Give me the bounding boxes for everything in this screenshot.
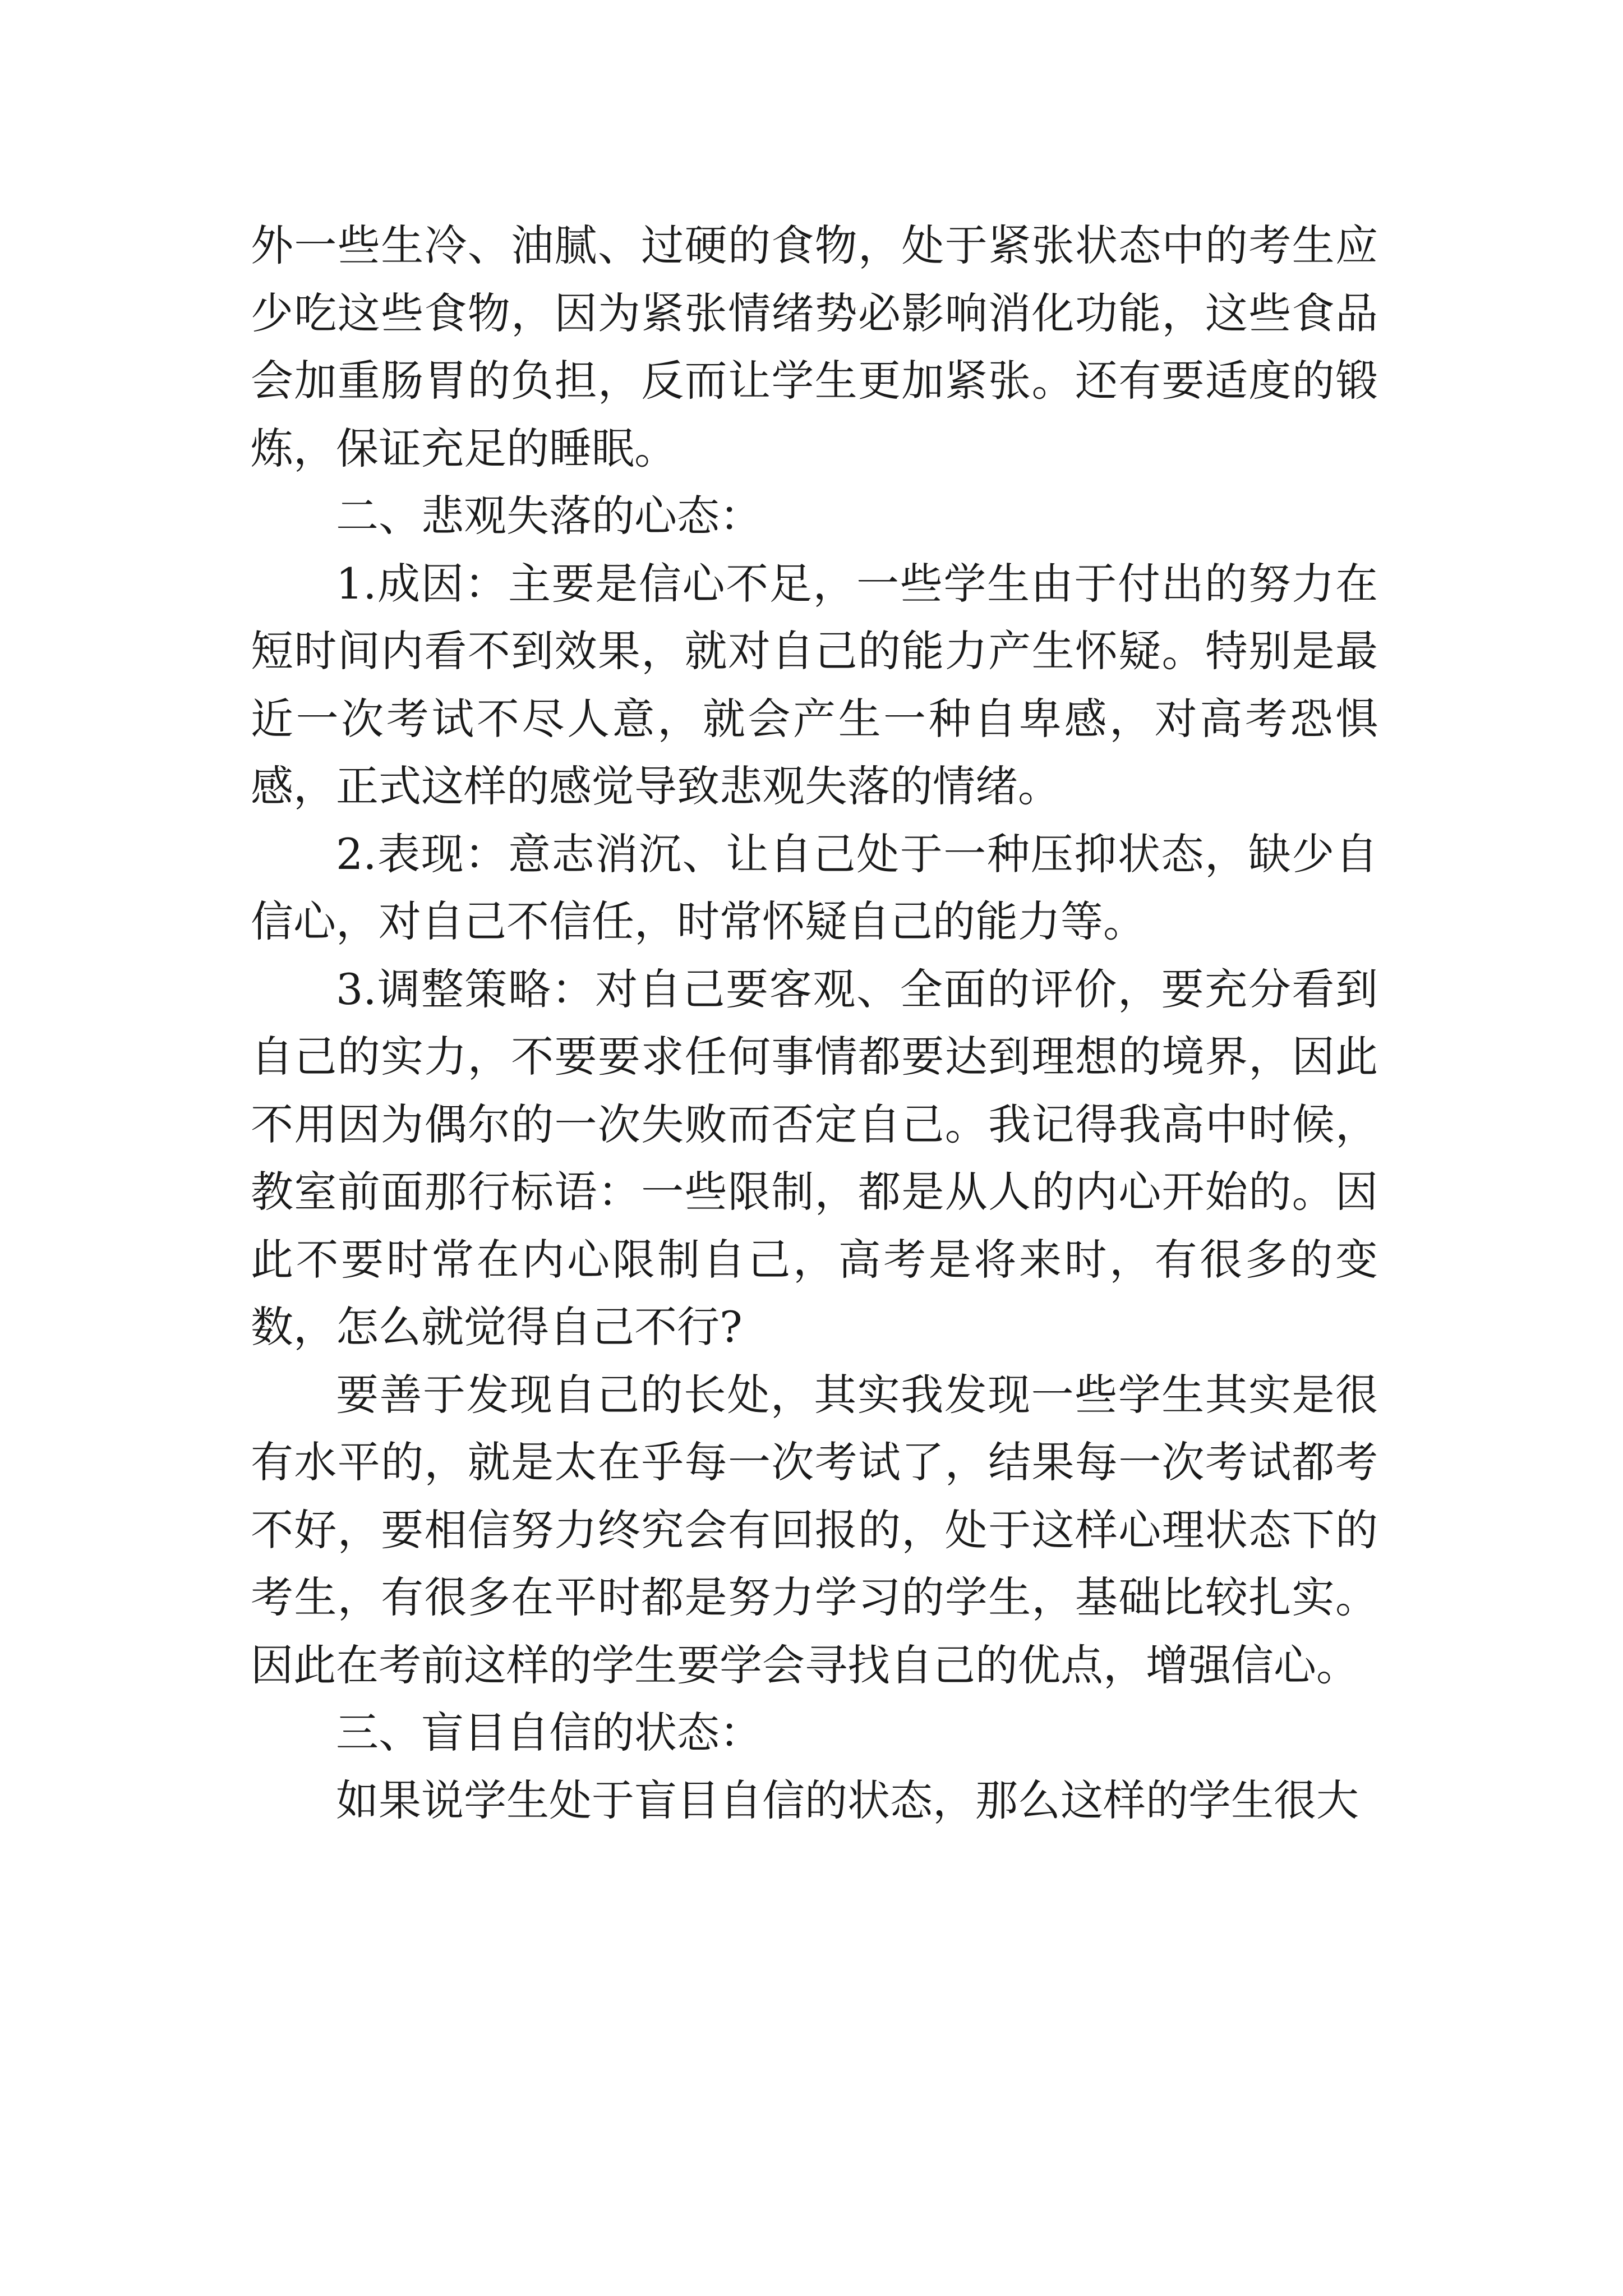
paragraph-cause: 1.成因：主要是信心不足，一些学生由于付出的努力在短时间内看不到效果，就对自己的能力产生怀疑。特别是最近一次考试不尽人意，就会产生一种自卑感，对高考恐惧感，正式这样的感觉导致悲观失落的情绪。 (251, 558, 1378, 811)
section-heading-pessimism: 二、悲观失落的心态： (336, 491, 762, 541)
section-heading-overconfidence: 三、盲目自信的状态： (336, 1708, 762, 1757)
paragraph-diet-continuation: 外一些生冷、油腻、过硬的食物，处于紧张状态中的考生应少吃这些食物，因为紧张情绪势必影响消化功能，这些食品会加重肠胃的负担，反而让学生更加紧张。还有要适度的锻炼，保证充足的睡眠。 (251, 220, 1378, 473)
paragraph-overconfidence: 如果说学生处于盲目自信的状态，那么这样的学生很大 (336, 1775, 1359, 1825)
paragraph-strengths: 要善于发现自己的长处，其实我发现一些学生其实是很有水平的，就是太在乎每一次考试了，结果每一次考试都考不好，要相信努力终究会有回报的，处于这样心理状态下的考生，有很多在平时都是努力学习的学生，基础比较扎实。因此在考前这样的学生要学会寻找自己的优点，增强信心。 (251, 1369, 1378, 1690)
paragraph-symptoms: 2.表现：意志消沉、让自己处于一种压抑状态，缺少自信心，对自己不信任，时常怀疑自己的能力等。 (251, 829, 1378, 946)
paragraph-strategy: 3.调整策略：对自己要客观、全面的评价，要充分看到自己的实力，不要要求任何事情都要达到理想的境界，因此不用因为偶尔的一次失败而否定自己。我记得我高中时候，教室前面那行标语：一些限制，都是从人的内心开始的。因此不要时常在内心限制自己，高考是将来时，有很多的变数，怎么就觉得自己不行? (251, 964, 1378, 1352)
document-body (251, 212, 1378, 1834)
